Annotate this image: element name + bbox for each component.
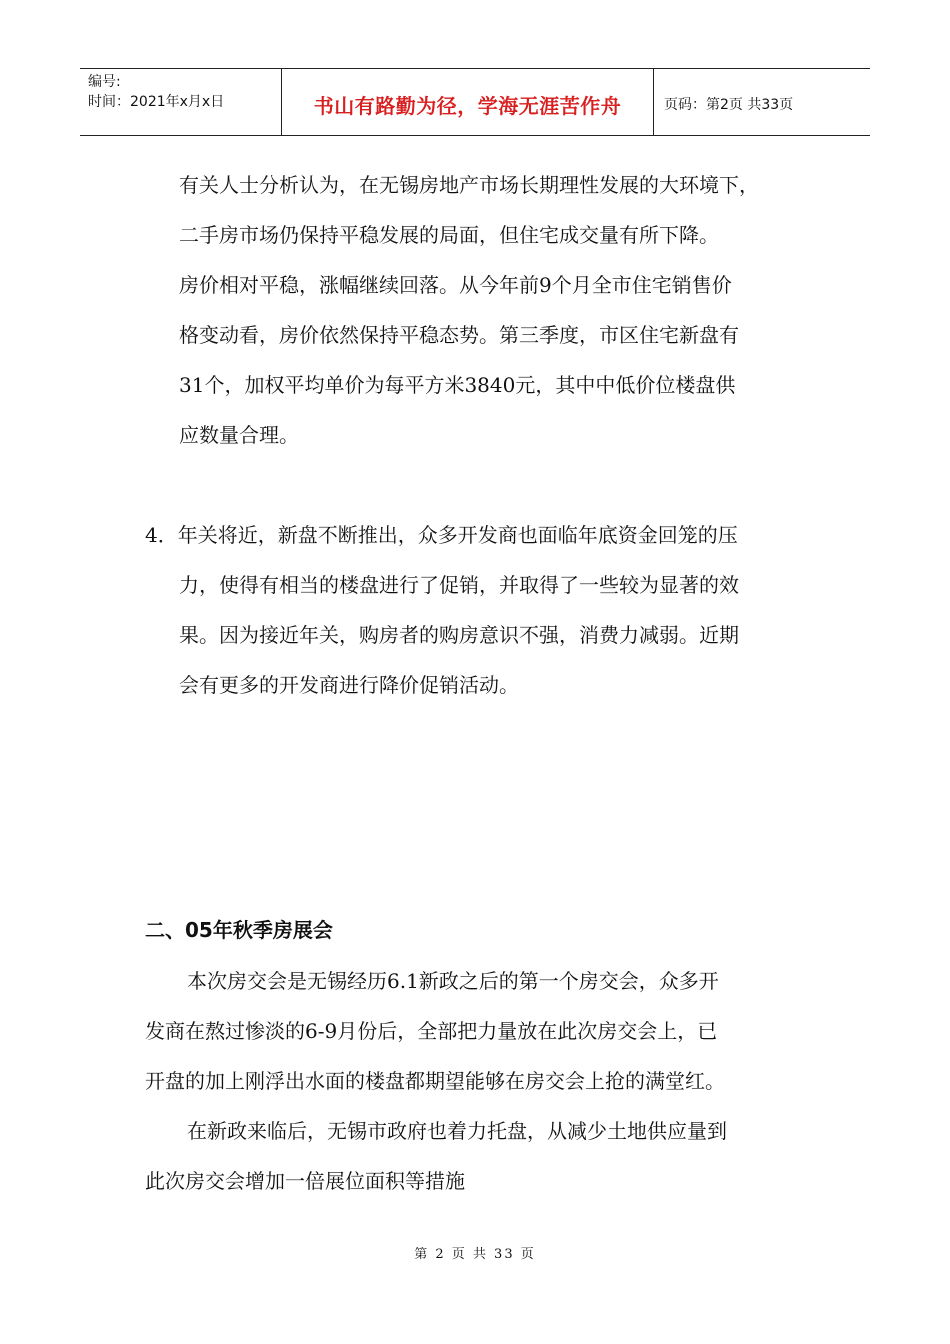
text-line: 二手房市场仍保持平稳发展的局面，但住宅成交量有所下降。 (179, 223, 719, 247)
header-motto: 书山有路勤为径，学海无涯苦作舟 (282, 69, 654, 135)
text-line: 格变动看，房价依然保持平稳态势。第三季度，市区住宅新盘有 (179, 323, 739, 347)
text-line: 此次房交会增加一倍展位面积等措施 (145, 1169, 465, 1193)
page-footer: 第 2 页 共 33 页 (414, 1247, 536, 1262)
header-meta (80, 69, 282, 135)
number-label: 编号: (88, 74, 121, 90)
paragraph-expo (145, 956, 725, 1106)
document-header (80, 68, 870, 136)
text-line: 应数量合理。 (179, 423, 299, 447)
text-line: 本次房交会是无锡经历6.1新政之后的第一个房交会，众多开 (187, 969, 719, 993)
text-line: 力，使得有相当的楼盘进行了促销，并取得了一些较为显著的效 (179, 573, 739, 597)
text-line: 开盘的加上刚浮出水面的楼盘都期望能够在房交会上抢的满堂红。 (145, 1069, 725, 1093)
text-line: 4．年关将近，新盘不断推出，众多开发商也面临年底资金回笼的压 (145, 523, 738, 547)
paragraph-prices (179, 260, 739, 460)
time-label: 时间：2021年x月x日 (88, 94, 225, 110)
header-page-info: 页码：第2页 共33页 (664, 97, 794, 113)
section-heading: 二、05年秋季房展会 (145, 918, 333, 942)
paragraph-item-4 (145, 510, 739, 710)
paragraph-analysis (179, 160, 759, 260)
text-line: 发商在熬过惨淡的6-9月份后，全部把力量放在此次房交会上，已 (145, 1019, 718, 1043)
paragraph-policy (145, 1106, 727, 1206)
text-line: 31个，加权平均单价为每平方米3840元，其中中低价位楼盘供 (179, 373, 736, 397)
text-line: 果。因为接近年关，购房者的购房意识不强，消费力减弱。近期 (179, 623, 739, 647)
text-line: 房价相对平稳，涨幅继续回落。从今年前9个月全市住宅销售价 (179, 273, 732, 297)
text-line: 会有更多的开发商进行降价促销活动。 (179, 673, 519, 697)
text-line: 有关人士分析认为，在无锡房地产市场长期理性发展的大环境下， (179, 173, 759, 197)
text-line: 在新政来临后，无锡市政府也着力托盘，从减少土地供应量到 (187, 1119, 727, 1143)
